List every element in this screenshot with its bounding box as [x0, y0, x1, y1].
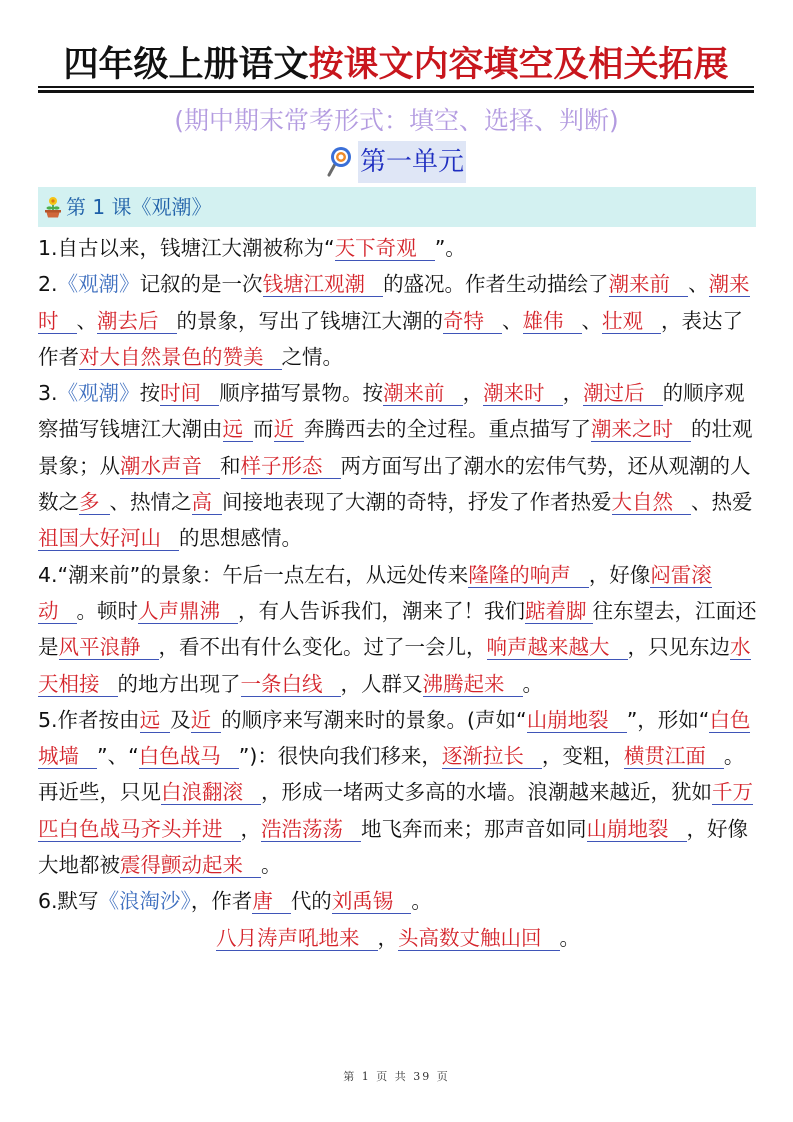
book-title: 《观潮》 — [57, 381, 140, 406]
answer-blank: 浩浩荡荡 — [261, 817, 361, 842]
answer-blank: 刘禹锡 — [332, 889, 412, 914]
answer-blank: 白色战马 — [139, 744, 239, 769]
answer-blank: 头高数丈触山回 — [398, 926, 560, 951]
answer-blank: 山崩地裂 — [527, 708, 627, 733]
poem-line: 八月涛声吼地来 ，头高数丈触山回 。 — [216, 925, 580, 950]
page-number: 第 1 页 共 39 页 — [343, 1070, 450, 1083]
answer-blank: 白浪翻滚 — [161, 780, 261, 805]
lesson-title: 第 1 课《观潮》 — [66, 195, 212, 219]
answer-blank: 高 — [192, 490, 223, 515]
answer-blank: 潮来时 — [38, 272, 750, 333]
answer-blank: 响声越来越大 — [487, 635, 628, 660]
answer-blank: 隆隆的响声 — [468, 563, 589, 588]
question-2: 2.《观潮》记叙的是一次钱塘江观潮 的盛况。作者生动描绘了潮来前 、潮来时 、潮去后 的景象，写出了钱塘江大潮的奇特 、雄伟 、壮观 ，表达了作者对大自然景色的赞美 之情。 — [38, 272, 750, 369]
answer-blank: 唐 — [252, 889, 291, 914]
answer-blank: 白色城墙 — [38, 707, 751, 769]
question-3: 3.《观潮》按时间 顺序描写景物。按潮来前 ，潮来时 ，潮过后 的顺序观察描写钱塘江大潮由远 而近 奔腾西去的全过程。重点描写了潮来之时 的壮观景象；从潮水声音 和样子形态 两方面写出了潮水的宏伟气势，还从观潮的人数之多 、热情之高 间接地表现了大潮的奇特，抒发了作者热爱大自然 、热爱祖国大好河山 的思想感情。 — [38, 381, 753, 551]
subtitle: (期中期末常考形式：填空、选择、判断) — [174, 106, 619, 135]
answer-blank: 风平浪静 — [59, 635, 159, 660]
answer-blank: 祖国大好河山 — [38, 526, 179, 551]
answer-blank: 沸腾起来 — [423, 672, 523, 697]
magnifier-target-icon — [326, 146, 352, 178]
question-5: 5.作者按由远 及近 的顺序来写潮来时的景象。(声如“山崩地裂 ”，形如“白色城墙 ”、“白色战马 ”)：很快向我们移来，逐渐拉长 ，变粗，横贯江面 。再近些，只见白浪翻滚 ，形成一堵两丈多高的水墙。浪潮越来越近，犹如千万匹白色战马齐头并进 ，浩浩荡荡 地飞奔而来；那声音如同山崩地裂 ，好像大地都被震得颤动起来 。 — [38, 707, 753, 878]
answer-blank: 潮来前 — [609, 272, 689, 297]
answer-blank: 人声鼎沸 — [138, 599, 238, 624]
exercise-body — [38, 230, 758, 956]
question-1: 1.自古以来，钱塘江大潮被称为“天下奇观 ”。 — [38, 236, 466, 260]
answer-blank: 潮来前 — [383, 381, 463, 406]
answer-blank: 闷雷滚动 — [38, 562, 712, 623]
answer-blank: 时间 — [160, 381, 219, 406]
unit-label: 第一单元 — [358, 141, 466, 183]
answer-blank: 雄伟 — [523, 309, 582, 334]
answer-blank: 潮来时 — [483, 381, 563, 406]
answer-blank: 一条白线 — [241, 672, 341, 697]
answer-blank: 八月涛声吼地来 — [216, 926, 378, 951]
answer-blank: 远 — [140, 708, 171, 733]
question-4: 4.“潮来前”的景象：午后一点左右，从远处传来隆隆的响声 ，好像闷雷滚动 。顿时人声鼎沸 ，有人告诉我们，潮来了！我们踮着脚 往东望去，江面还是风平浪静 ，看不出有什么变化。过了一会儿，响声越来越大 ，只见东边水天相接 的地方出现了一条白线 ，人群又沸腾起来 。 — [38, 562, 757, 696]
answer-blank: 对大自然景色的赞美 — [79, 345, 282, 370]
answer-blank: 震得颤动起来 — [120, 853, 261, 878]
flower-pot-icon — [44, 196, 62, 218]
answer-blank: 样子形态 — [241, 454, 341, 479]
answer-blank: 壮观 — [602, 309, 661, 334]
book-title: 《观潮》 — [57, 272, 140, 297]
answer-blank: 横贯江面 — [624, 744, 724, 769]
answer-blank: 潮过后 — [583, 381, 663, 406]
answer-blank: 钱塘江观潮 — [263, 272, 384, 297]
book-title: 《浪淘沙》 — [98, 889, 191, 914]
title-red-part: 按课文内容填空及相关拓展 — [308, 45, 729, 85]
answer-blank: 潮来之时 — [591, 417, 691, 442]
answer-blank: 近 — [274, 417, 305, 442]
answer-blank: 天下奇观 — [335, 236, 435, 261]
lesson-heading-bar — [38, 187, 756, 227]
answer-blank: 潮水声音 — [120, 454, 220, 479]
answer-blank: 多 — [79, 490, 110, 515]
answer-blank: 千万匹白色战马齐头并进 — [38, 780, 753, 841]
answer-blank: 远 — [223, 417, 254, 442]
answer-blank: 水天相接 — [38, 635, 751, 696]
answer-blank: 近 — [191, 708, 222, 733]
title-double-rule — [38, 86, 754, 93]
title-black-part: 四年级上册语文 — [63, 45, 309, 85]
answer-blank: 大自然 — [612, 490, 692, 515]
answer-blank: 奇特 — [443, 309, 502, 334]
answer-blank: 逐渐拉长 — [442, 744, 542, 769]
answer-blank: 踮着脚 — [525, 599, 593, 624]
answer-blank: 潮去后 — [97, 309, 177, 334]
answer-blank: 山崩地裂 — [587, 817, 687, 842]
question-6: 6.默写《浪淘沙》，作者唐 代的刘禹锡 。 — [38, 889, 432, 914]
unit-heading — [326, 141, 466, 183]
page-title — [38, 42, 754, 88]
